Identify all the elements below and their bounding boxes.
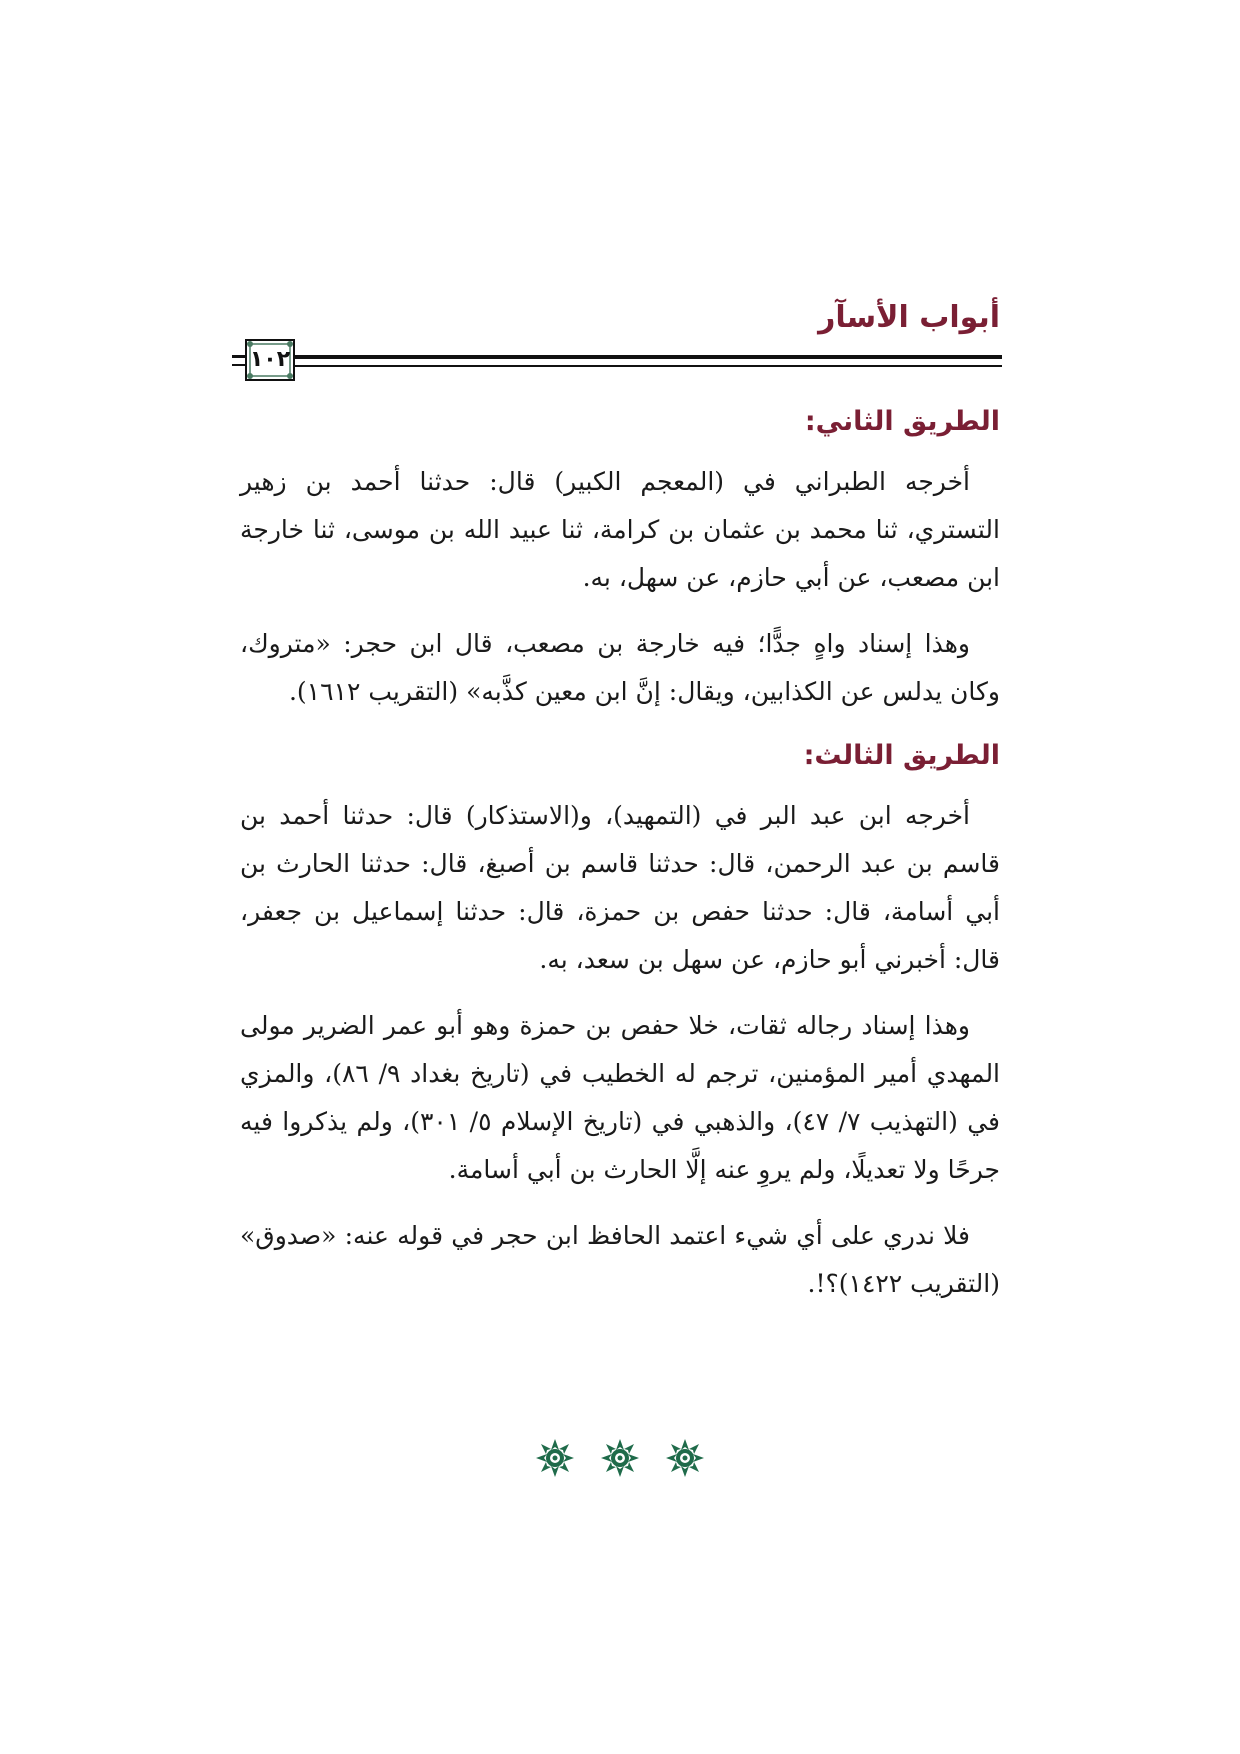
- paragraph: فلا ندري على أي شيء اعتمد الحافظ ابن حجر في قوله عنه: «صدوق» (التقريب ١٤٢٢)؟!.: [240, 1221, 1000, 1298]
- paragraph: أخرجه الطبراني في (المعجم الكبير) قال: حدثنا أحمد بن زهير التستري، ثنا محمد بن عثمان بن كرامة، ثنا عبيد الله بن موسى، ثنا خارجة ابن مصعب، عن أبي حازم، عن سهل، به.: [240, 467, 1000, 592]
- header-rule-thick: [292, 355, 1002, 359]
- flower-ornament-icon: [600, 1438, 640, 1482]
- running-header-title: أبواب الأسآر: [818, 300, 1000, 335]
- section-end-divider: [0, 1438, 1240, 1482]
- section-title-second-path: الطريق الثاني:: [804, 406, 1000, 437]
- page-number-badge: [244, 338, 296, 382]
- flower-ornament-icon: [535, 1438, 575, 1482]
- flower-ornament-icon: [665, 1438, 705, 1482]
- header-rule-thin: [292, 365, 1002, 367]
- paragraph: وهذا إسناد رجاله ثقات، خلا حفص بن حمزة وهو أبو عمر الضرير مولى المهدي أمير المؤمنين، ترجم له الخطيب في (تاريخ بغداد ٩/ ٨٦)، والمزي في (التهذيب ٧/ ٤٧)، والذهبي في (تاريخ الإسلام ٥/ ٣٠١)، ولم يذكروا فيه جرحًا ولا تعديلًا، ولم يروِ عنه إلَّا الحارث بن أبي أسامة.: [240, 1011, 1001, 1184]
- section-title-third-path: الطريق الثالث:: [803, 740, 1000, 771]
- page-number: ١٠٢: [249, 347, 291, 372]
- paragraph: أخرجه ابن عبد البر في (التمهيد)، و(الاستذكار) قال: حدثنا أحمد بن قاسم بن عبد الرحمن، قال: حدثنا قاسم بن أصبغ، قال: حدثنا الحارث بن أبي أسامة، قال: حدثنا حفص بن حمزة، قال: حدثنا إسماعيل بن جعفر، قال: أخبرني أبو حازم، عن سهل بن سعد، به.: [240, 801, 1000, 974]
- page-content: [240, 400, 1000, 1326]
- paragraph: وهذا إسناد واهٍ جدًّا؛ فيه خارجة بن مصعب، قال ابن حجر: «متروك، وكان يدلس عن الكذابين، ويقال: إنَّ ابن معين كذَّبه» (التقريب ١٦١٢).: [240, 629, 1000, 706]
